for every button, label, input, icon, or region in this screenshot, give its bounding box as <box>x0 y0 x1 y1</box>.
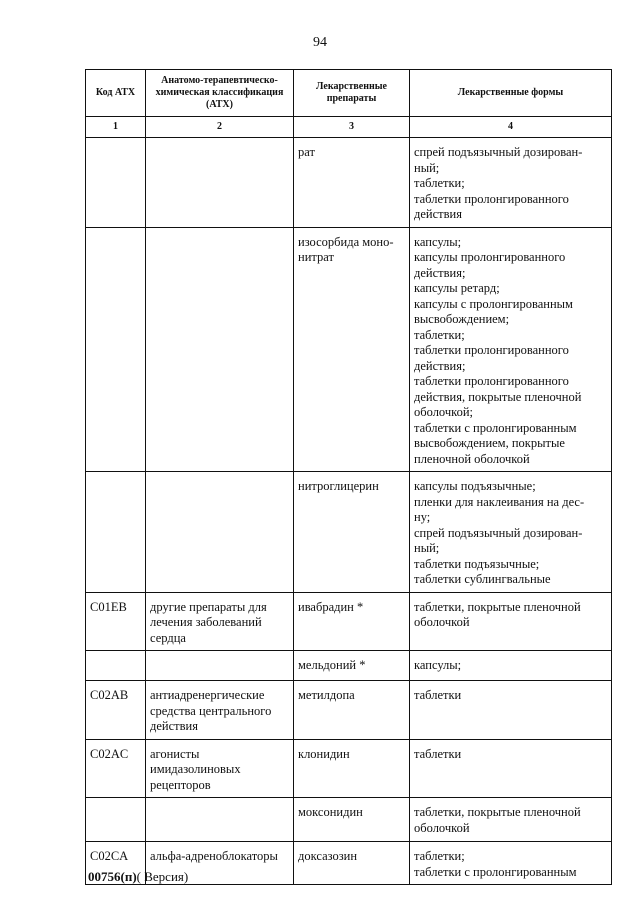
forms-cell: таблетки, покрытые пленочной оболочкой <box>410 798 612 842</box>
atc-group-cell <box>146 227 294 472</box>
forms-cell: таблетки <box>410 681 612 740</box>
forms-cell: спрей подъязычный дозирован- ный; таблетки; таблетки пролонгированного действия <box>410 138 612 228</box>
drug-cell: мельдоний * <box>294 651 410 681</box>
document-code: 00756(п) <box>88 869 137 884</box>
table-row <box>86 681 612 740</box>
forms-cell: таблетки; таблетки с пролонгированным <box>410 842 612 885</box>
atx-table <box>85 69 612 885</box>
header-drugs: Лекарственные препараты <box>294 70 410 117</box>
drug-cell: метилдопа <box>294 681 410 740</box>
drug-cell: клонидин <box>294 739 410 798</box>
table-row <box>86 739 612 798</box>
atc-group-cell: альфа-адреноблокаторы <box>146 842 294 885</box>
forms-cell: капсулы; <box>410 651 612 681</box>
table-row <box>86 472 612 593</box>
page-number: 94 <box>313 35 327 50</box>
header-dosage-forms: Лекарственные формы <box>410 70 612 117</box>
column-number: 3 <box>294 117 410 138</box>
forms-cell: таблетки <box>410 739 612 798</box>
atc-code-cell: C02AB <box>86 681 146 740</box>
drug-cell: ивабрадин * <box>294 592 410 651</box>
atc-group-cell <box>146 798 294 842</box>
atc-code-cell: C02CA <box>86 842 146 885</box>
drug-cell: рат <box>294 138 410 228</box>
atc-code-cell <box>86 798 146 842</box>
atc-code-cell <box>86 227 146 472</box>
atc-group-cell: другие препараты для лечения заболеваний сердца <box>146 592 294 651</box>
atc-code-cell <box>86 472 146 593</box>
atc-group-cell: агонисты имидазолиновых рецепторов <box>146 739 294 798</box>
table-row <box>86 138 612 228</box>
table-row <box>86 592 612 651</box>
atc-group-cell <box>146 651 294 681</box>
forms-cell: таблетки, покрытые пленочной оболочкой <box>410 592 612 651</box>
drug-cell: моксонидин <box>294 798 410 842</box>
column-number: 1 <box>86 117 146 138</box>
atc-code-cell <box>86 138 146 228</box>
atc-code-cell: C02AC <box>86 739 146 798</box>
atc-group-cell: антиадренергические средства центрального действия <box>146 681 294 740</box>
header-atc-classification: Анатомо-терапевтическо-химическая классификация (АТХ) <box>146 70 294 117</box>
table-row <box>86 798 612 842</box>
table-row <box>86 227 612 472</box>
forms-cell: капсулы подъязычные; пленки для наклеивания на дес- ну; спрей подъязычный дозирован- ный; таблетки подъязычные; таблетки сублингвальные <box>410 472 612 593</box>
table-row <box>86 651 612 681</box>
column-number: 2 <box>146 117 294 138</box>
atc-code-cell <box>86 651 146 681</box>
drug-cell: доксазозин <box>294 842 410 885</box>
document-version-label: ( Версия) <box>136 869 189 884</box>
drug-cell: нитроглицерин <box>294 472 410 593</box>
drug-cell: изосорбида моно-нитрат <box>294 227 410 472</box>
forms-cell: капсулы; капсулы пролонгированного действия; капсулы ретард; капсулы с пролонгированным высвобождением; таблетки; таблетки пролонгированного действия; таблетки пролонгированного действия, покрытые пленочной оболочкой; таблетки с пролонгированным высвобождением, покрытые пленочной оболочкой <box>410 227 612 472</box>
column-number: 4 <box>410 117 612 138</box>
document-footer <box>88 869 188 885</box>
column-number-row <box>86 117 612 138</box>
table-header-row <box>86 70 612 117</box>
atc-group-cell <box>146 472 294 593</box>
atc-group-cell <box>146 138 294 228</box>
header-code: Код АТХ <box>86 70 146 117</box>
atc-code-cell: C01EB <box>86 592 146 651</box>
